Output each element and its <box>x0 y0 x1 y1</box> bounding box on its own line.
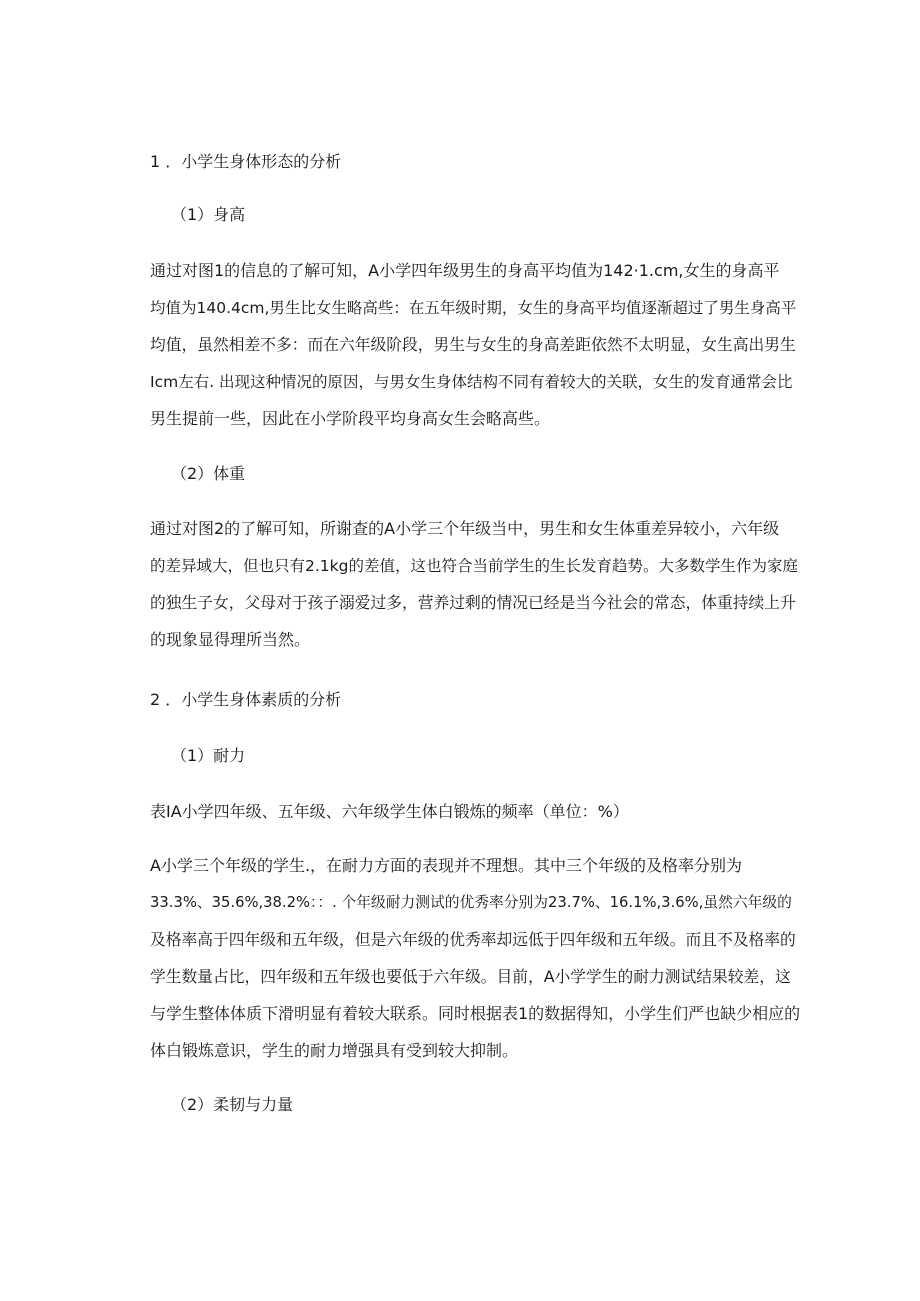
paragraph-line: 均值为140.4cm,男生比女生略高些：在五年级时期，女生的身高平均值逐渐超过了男生身高平 <box>150 299 797 317</box>
paragraph-line: Icm左右. 出现这种情况的原因，与男女生身体结构不同有着较大的关联，女生的发育通常会比 <box>150 373 793 391</box>
paragraph-line: 体白锻炼意识，学生的耐力增强具有受到较大抑制。 <box>150 1041 519 1060</box>
section-1-heading: 1 ．小学生身体形态的分析 <box>150 152 342 171</box>
table-caption: 表IA小学四年级、五年级、六年级学生体白锻炼的频率（单位：%） <box>150 802 629 821</box>
paragraph-line: 33.3%、35.6%,38.2%：：. 个年级耐力测试的优秀率分别为23.7%、16.1%,3.6%,虽然六年级的 <box>150 894 792 911</box>
section-2-1-heading: （1）耐力 <box>171 746 246 765</box>
section-1-2-heading: （2）体重 <box>171 464 246 483</box>
paragraph-line: 通过对图2的了解可知，所谢查的A小学三个年级当中，男生和女生体重差异较小，六年级 <box>150 519 780 538</box>
paragraph-line: 的独生子女，父母对于孩子溺爱过多，营养过剩的情况已经是当今社会的常态，体重持续上升 <box>150 593 796 612</box>
endurance-paragraph <box>150 854 801 1076</box>
weight-paragraph <box>150 517 798 665</box>
paragraph-line: 均值，虽然相差不多：而在六年级阶段，男生与女生的身高差距依然不太明显，女生高出男生 <box>150 335 796 354</box>
section-2-heading: 2 ．小学生身体素质的分析 <box>150 690 342 709</box>
section-2-2-heading: （2）柔韧与力量 <box>171 1095 294 1114</box>
paragraph-line: 的现象显得理所当然。 <box>150 630 311 649</box>
section-1-1-heading: （1）身高 <box>171 205 246 224</box>
paragraph-line: 及格率高于四年级和五年级，但是六年级的优秀率却远低于四年级和五年级。而且不及格率的 <box>150 930 796 949</box>
paragraph-line: 的差异域大，但也只有2.1kg的差值，这也符合当前学生的生长发育趋势。大多数学生作为家庭 <box>150 557 798 575</box>
paragraph-line: 学生数量占比，四年级和五年级也要低于六年级。目前，A小学学生的耐力测试结果较差，这 <box>150 967 791 986</box>
paragraph-line: 与学生整体体质下滑明显有着较大联系。同时根据表1的数据得知，小学生们严也缺少相应的 <box>150 1004 801 1023</box>
height-paragraph <box>150 259 797 444</box>
paragraph-line: 通过对图1的信息的了解可知，A小学四年级男生的身高平均值为142·1.cm,女生的身高平 <box>150 261 780 280</box>
paragraph-line: 男生提前一些，因此在小学阶段平均身高女生会略高些。 <box>150 409 551 428</box>
paragraph-line: A小学三个年级的学生.，在耐力方面的表现并不理想。其中三个年级的及格率分别为 <box>150 856 743 875</box>
